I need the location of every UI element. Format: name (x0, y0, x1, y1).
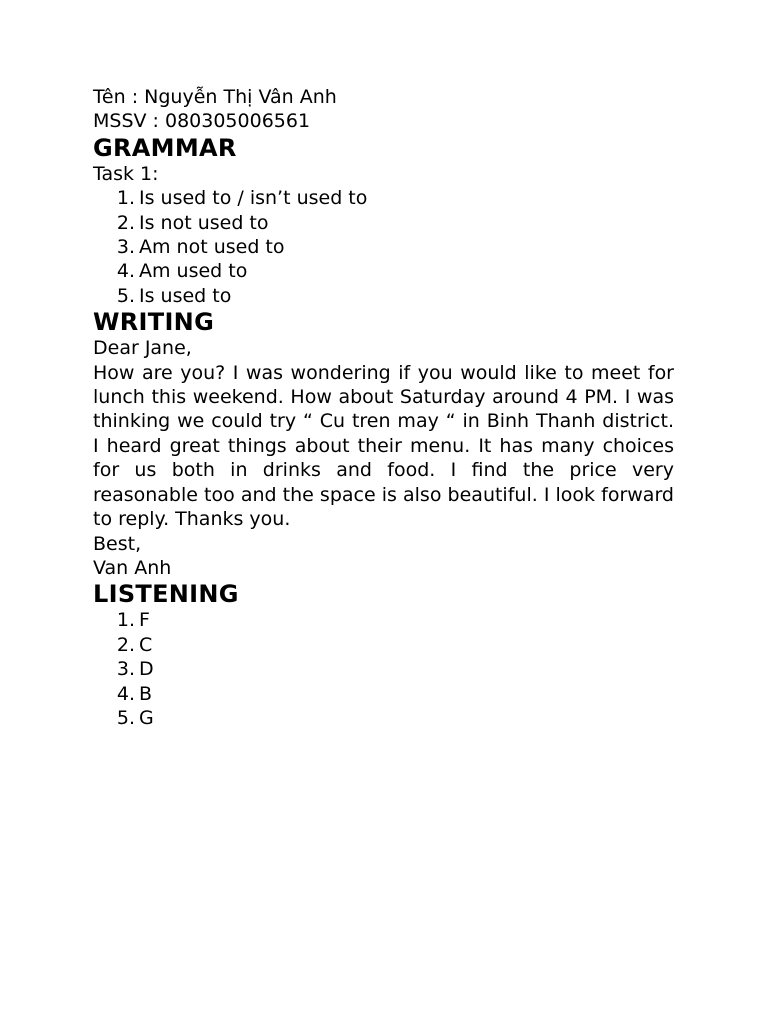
list-text: Is not used to (139, 211, 269, 234)
list-text: C (139, 633, 153, 656)
writing-heading: WRITING (93, 308, 215, 337)
list-number: 3. (116, 658, 135, 681)
list-text: F (139, 609, 150, 632)
listening-answer-list (93, 608, 674, 730)
list-number: 3. (116, 236, 135, 259)
document-page (93, 85, 674, 730)
list-item (93, 284, 674, 308)
list-text: B (139, 682, 153, 705)
letter-closing: Best, (93, 532, 142, 555)
list-item (93, 186, 674, 210)
student-id: MSSV : 080305006561 (93, 110, 311, 133)
list-item (93, 633, 674, 657)
list-item (93, 682, 674, 706)
list-text: Is used to / isn’t used to (139, 187, 368, 210)
list-item (93, 657, 674, 681)
list-number: 2. (116, 211, 135, 234)
list-text: Is used to (139, 284, 232, 307)
list-item (93, 608, 674, 632)
grammar-answer-list (93, 186, 674, 308)
letter-signature: Van Anh (93, 556, 172, 579)
list-number: 5. (116, 284, 135, 307)
list-item (93, 235, 674, 259)
letter-greeting: Dear Jane, (93, 337, 192, 360)
list-text: Am not used to (139, 236, 285, 259)
list-number: 4. (116, 260, 135, 283)
list-number: 2. (116, 633, 135, 656)
list-item (93, 259, 674, 283)
list-text: G (139, 706, 154, 729)
student-name: Tên : Nguyễn Thị Vân Anh (93, 86, 337, 108)
list-number: 5. (116, 706, 135, 729)
list-text: Am used to (139, 260, 248, 283)
list-text: D (139, 658, 154, 681)
listening-heading: LISTENING (93, 580, 239, 609)
list-number: 1. (116, 187, 135, 210)
letter-body: How are you? I was wondering if you would like to meet for lunch this weekend. How about Saturday around 4 PM. I was thinking we could try “ Cu tren may “ in Binh Thanh district. I heard great things about their menu. It has many choices for us both in drinks and food. I find the price very reasonable too and the space is also beautiful. I look forward to reply. Thanks you. (93, 361, 674, 531)
list-item (93, 211, 674, 235)
list-item (93, 706, 674, 730)
list-number: 1. (116, 609, 135, 632)
task-label: Task 1: (93, 162, 159, 185)
grammar-heading: GRAMMAR (93, 133, 237, 162)
list-number: 4. (116, 682, 135, 705)
